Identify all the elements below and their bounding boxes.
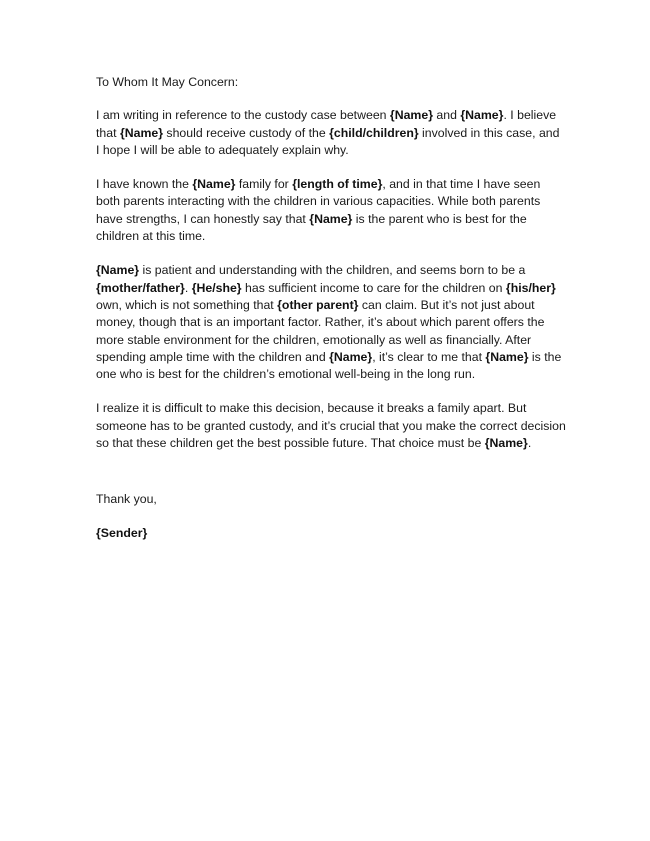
placeholder-field: {his/her} (505, 280, 556, 295)
placeholder-field: {Name} (329, 349, 373, 364)
letter-body (96, 74, 566, 559)
body-text: can claim. But it’s not just about money, though that is an important factor. Rather, it’s about which parent offers the more stable environment for the children, emotionally as well as financially. After spending ample time with the children and (96, 297, 545, 364)
placeholder-field: {He/she} (191, 280, 242, 295)
body-text: is the parent who is best for the children at this time. (96, 211, 527, 244)
body-text: family for (235, 177, 293, 192)
placeholder-field: {child/children} (329, 125, 419, 140)
body-text: and (433, 108, 461, 123)
body-text: I realize it is difficult to make this decision, because it breaks a family apart. But someone has to be granted custody, and it’s crucial that you make the correct decision so that these children get the best possible future. That choice must be (96, 401, 566, 451)
body-text: , it’s clear to me that (372, 349, 486, 364)
body-text: . (527, 436, 532, 451)
closing: Thank you, (96, 492, 157, 507)
placeholder-field: {Name} (309, 211, 353, 226)
body-text: own, which is not something that (96, 297, 278, 312)
paragraph-1 (96, 107, 566, 159)
body-text: . I believe that (96, 108, 557, 140)
paragraph-3 (96, 262, 566, 383)
body-text: . (184, 280, 192, 295)
placeholder-field: {Name} (96, 263, 140, 278)
signature-placeholder: {Sender} (96, 525, 148, 540)
placeholder-field: {Name} (460, 108, 504, 123)
body-text: is patient and understanding with the children, and seems born to be a (139, 263, 526, 278)
body-text: should receive custody of the (163, 125, 330, 140)
body-text: I am writing in reference to the custody case between (96, 108, 390, 123)
salutation: To Whom It May Concern: (96, 75, 239, 89)
placeholder-field: {mother/father} (96, 280, 185, 295)
placeholder-field: {Name} (119, 125, 164, 140)
body-text: , and in that time I have seen both parents interacting with the children in various capacities. While both parents have strengths, I can honestly say that (96, 177, 541, 226)
placeholder-field: {Name} (485, 349, 529, 364)
paragraph-4 (96, 400, 566, 452)
placeholder-field: {Name} (192, 177, 236, 192)
placeholder-field: {length of time} (292, 177, 383, 192)
body-text: involved in this case, and I hope I will be able to adequately explain why. (96, 125, 560, 157)
body-text: has sufficient income to care for the children on (241, 280, 506, 295)
placeholder-field: {Name} (389, 108, 433, 123)
paragraph-2 (96, 176, 566, 245)
placeholder-field: {Name} (484, 436, 528, 451)
placeholder-field: {other parent} (277, 297, 359, 312)
body-text: I have known the (96, 177, 193, 192)
body-text: is the one who is best for the children’s emotional well-being in the long run. (96, 349, 562, 382)
